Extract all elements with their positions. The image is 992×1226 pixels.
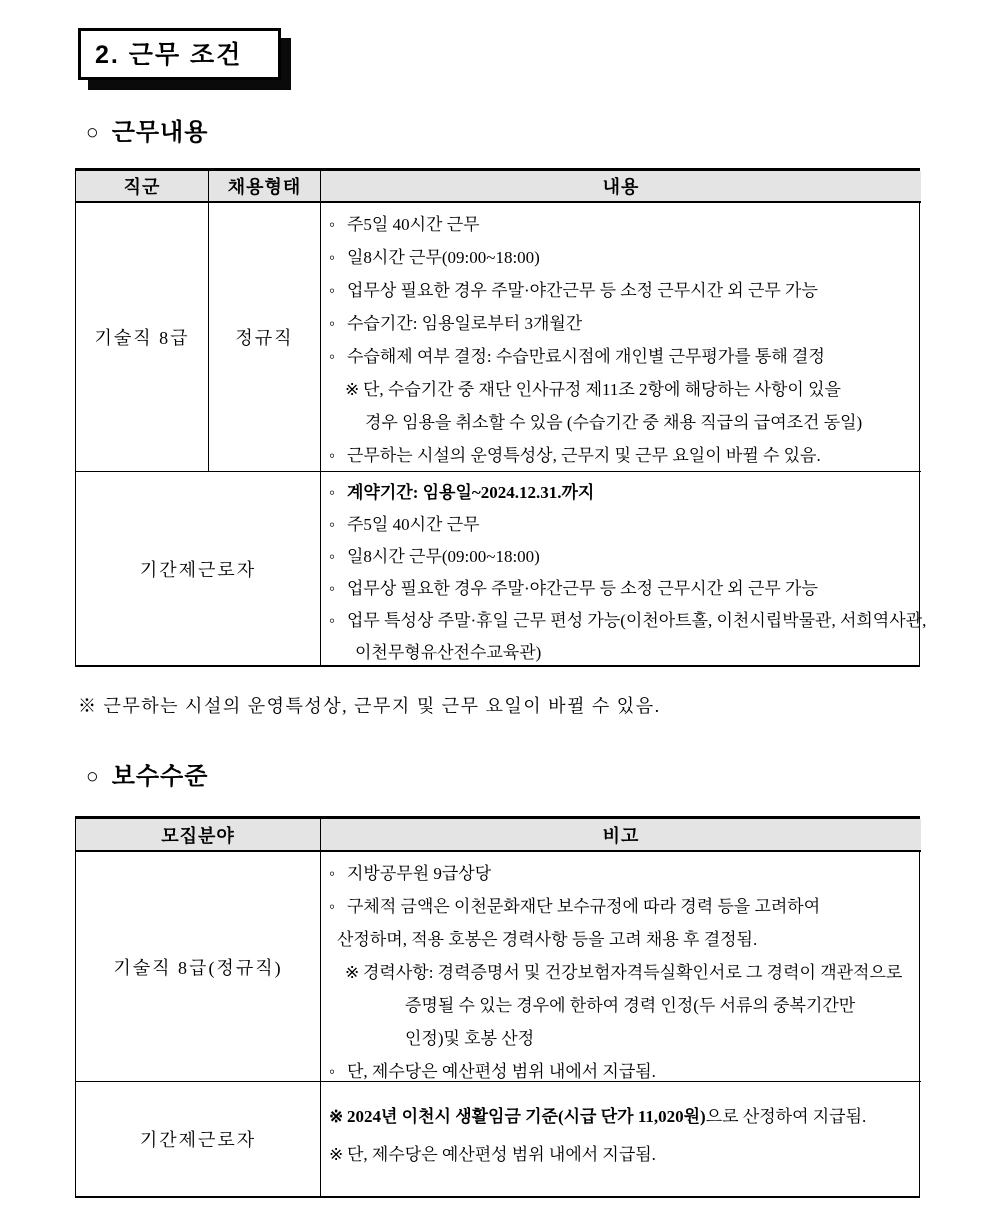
line-text: 이천무형유산전수교육관) [355,643,542,662]
bullet-icon: ◦ [329,897,336,916]
bullet-icon: ◦ [329,347,336,366]
section-title-box [78,28,281,80]
t2-r1-content [321,852,921,1082]
line-text: 증명될 수 있는 경우에 한하여 경력 인정(두 서류의 중복기간만 [405,996,856,1015]
content-line-note [321,956,921,989]
content-line [321,307,921,340]
line-text: 산정하며, 적용 호봉은 경력사항 등을 고려 채용 후 결정됨. [337,930,758,949]
bullet-icon: ◦ [329,248,336,267]
bullet-icon: ◦ [329,446,336,465]
line-text: 지방공무원 9급상당 [347,864,492,883]
t2-r1-field: 기술직 8급(정규직) [76,852,321,1082]
t2-header-field: 모집분야 [76,819,321,852]
content-line [321,340,921,373]
line-text: 업무 특성상 주말·휴일 근무 편성 가능(이천아트홀, 이천시립박물관, 서희역사관, [347,611,927,630]
heading-work-content [86,112,208,147]
line-text: 경력사항: 경력증명서 및 건강보험자격득실확인서로 그 경력이 객관적으로 [363,963,903,982]
line-text: 주5일 40시간 근무 [347,515,480,534]
content-line [321,509,921,541]
content-line-contract [321,477,921,509]
t2-r2-field: 기간제근로자 [76,1082,321,1196]
content-line-wrap [321,923,921,956]
line-text: 업무상 필요한 경우 주말·야간근무 등 소정 근무시간 외 근무 가능 [347,579,818,598]
section-title-text: 2. 근무 조건 [95,41,243,69]
content-line [321,541,921,573]
content-line [321,605,927,637]
content-line [321,890,921,923]
line-text: 경우 임용을 취소할 수 있음 (수습기간 중 채용 직급의 급여조건 동일) [365,413,863,432]
bullet-icon: ◦ [329,515,336,534]
content-line [321,857,921,890]
line-text: 계약기간: 임용일~2024.12.31.까지 [347,483,595,502]
table-footnote: ※ 근무하는 시설의 운영특성상, 근무지 및 근무 요일이 바뀔 수 있음. [78,696,661,716]
bullet-icon: ◦ [329,864,336,883]
t1-r2-jobgroup: 기간제근로자 [76,472,321,665]
pay-level-table [75,816,920,1198]
t1-header-jikgun: 직군 [76,171,209,203]
line-text: 업무상 필요한 경우 주말·야간근무 등 소정 근무시간 외 근무 가능 [347,281,818,300]
content-line-wage [321,1098,921,1136]
t1-header-type: 채용형태 [209,171,321,203]
bullet-icon: ◦ [329,611,336,630]
line-text: 으로 산정하여 지급됨. [705,1107,867,1126]
bullet-icon: ◦ [329,281,336,300]
content-line-wrap [321,637,921,669]
line-text: 단, 수습기간 중 재단 인사규정 제11조 2항에 해당하는 사항이 있을 [363,380,841,399]
content-line [321,241,921,274]
t2-r2-content [321,1082,921,1196]
bullet-icon: ◦ [329,483,336,502]
line-text: 근무하는 시설의 운영특성상, 근무지 및 근무 요일이 바뀔 수 있음. [347,446,821,465]
heading-label: 근무내용 [111,119,209,146]
line-text: 단, 제수당은 예산편성 범위 내에서 지급됨. [347,1062,656,1081]
content-line [321,439,921,472]
bullet-icon: ◦ [329,547,336,566]
line-text-bold: 2024년 이천시 생활임금 기준(시급 단가 11,020원) [347,1107,706,1126]
line-text: 주5일 40시간 근무 [347,215,480,234]
reference-mark-icon: ※ [329,1145,344,1164]
content-line [321,1136,921,1174]
line-text: 수습기간: 임용일로부터 3개월간 [347,314,583,333]
circle-bullet-icon: ○ [86,121,100,144]
t1-r2-content [321,472,927,665]
t2-header-remark: 비고 [321,819,921,852]
line-text: 수습해제 여부 결정: 수습만료시점에 개인별 근무평가를 통해 결정 [347,347,825,366]
t1-r1-content [321,203,921,472]
bullet-icon: ◦ [329,314,336,333]
content-line-note [321,373,921,406]
reference-mark-icon: ※ [345,963,360,982]
heading-label: 보수수준 [111,763,209,790]
bullet-icon: ◦ [329,1062,336,1081]
reference-mark-icon: ※ [345,380,360,399]
t1-header-content: 내용 [321,171,921,203]
line-text: 일8시간 근무(09:00~18:00) [347,547,540,566]
t1-r1-jobgroup: 기술직 8급 [76,203,209,472]
content-line [321,274,921,307]
line-text: 일8시간 근무(09:00~18:00) [347,248,540,267]
content-line [321,573,921,605]
content-line-wrap [321,406,921,439]
circle-bullet-icon: ○ [86,765,100,788]
bullet-icon: ◦ [329,579,336,598]
t1-r1-type: 정규직 [209,203,321,472]
heading-pay-level [86,756,208,791]
reference-mark-icon: ※ [329,1107,344,1126]
work-content-table [75,168,927,667]
line-text: 인정)및 호봉 산정 [405,1029,535,1048]
line-text: 단, 제수당은 예산편성 범위 내에서 지급됨. [347,1145,656,1164]
content-line-wrap [321,1022,921,1055]
bullet-icon: ◦ [329,215,336,234]
content-line-wrap [321,989,921,1022]
content-line [321,208,921,241]
line-text: 구체적 금액은 이천문화재단 보수규정에 따라 경력 등을 고려하여 [347,897,821,916]
